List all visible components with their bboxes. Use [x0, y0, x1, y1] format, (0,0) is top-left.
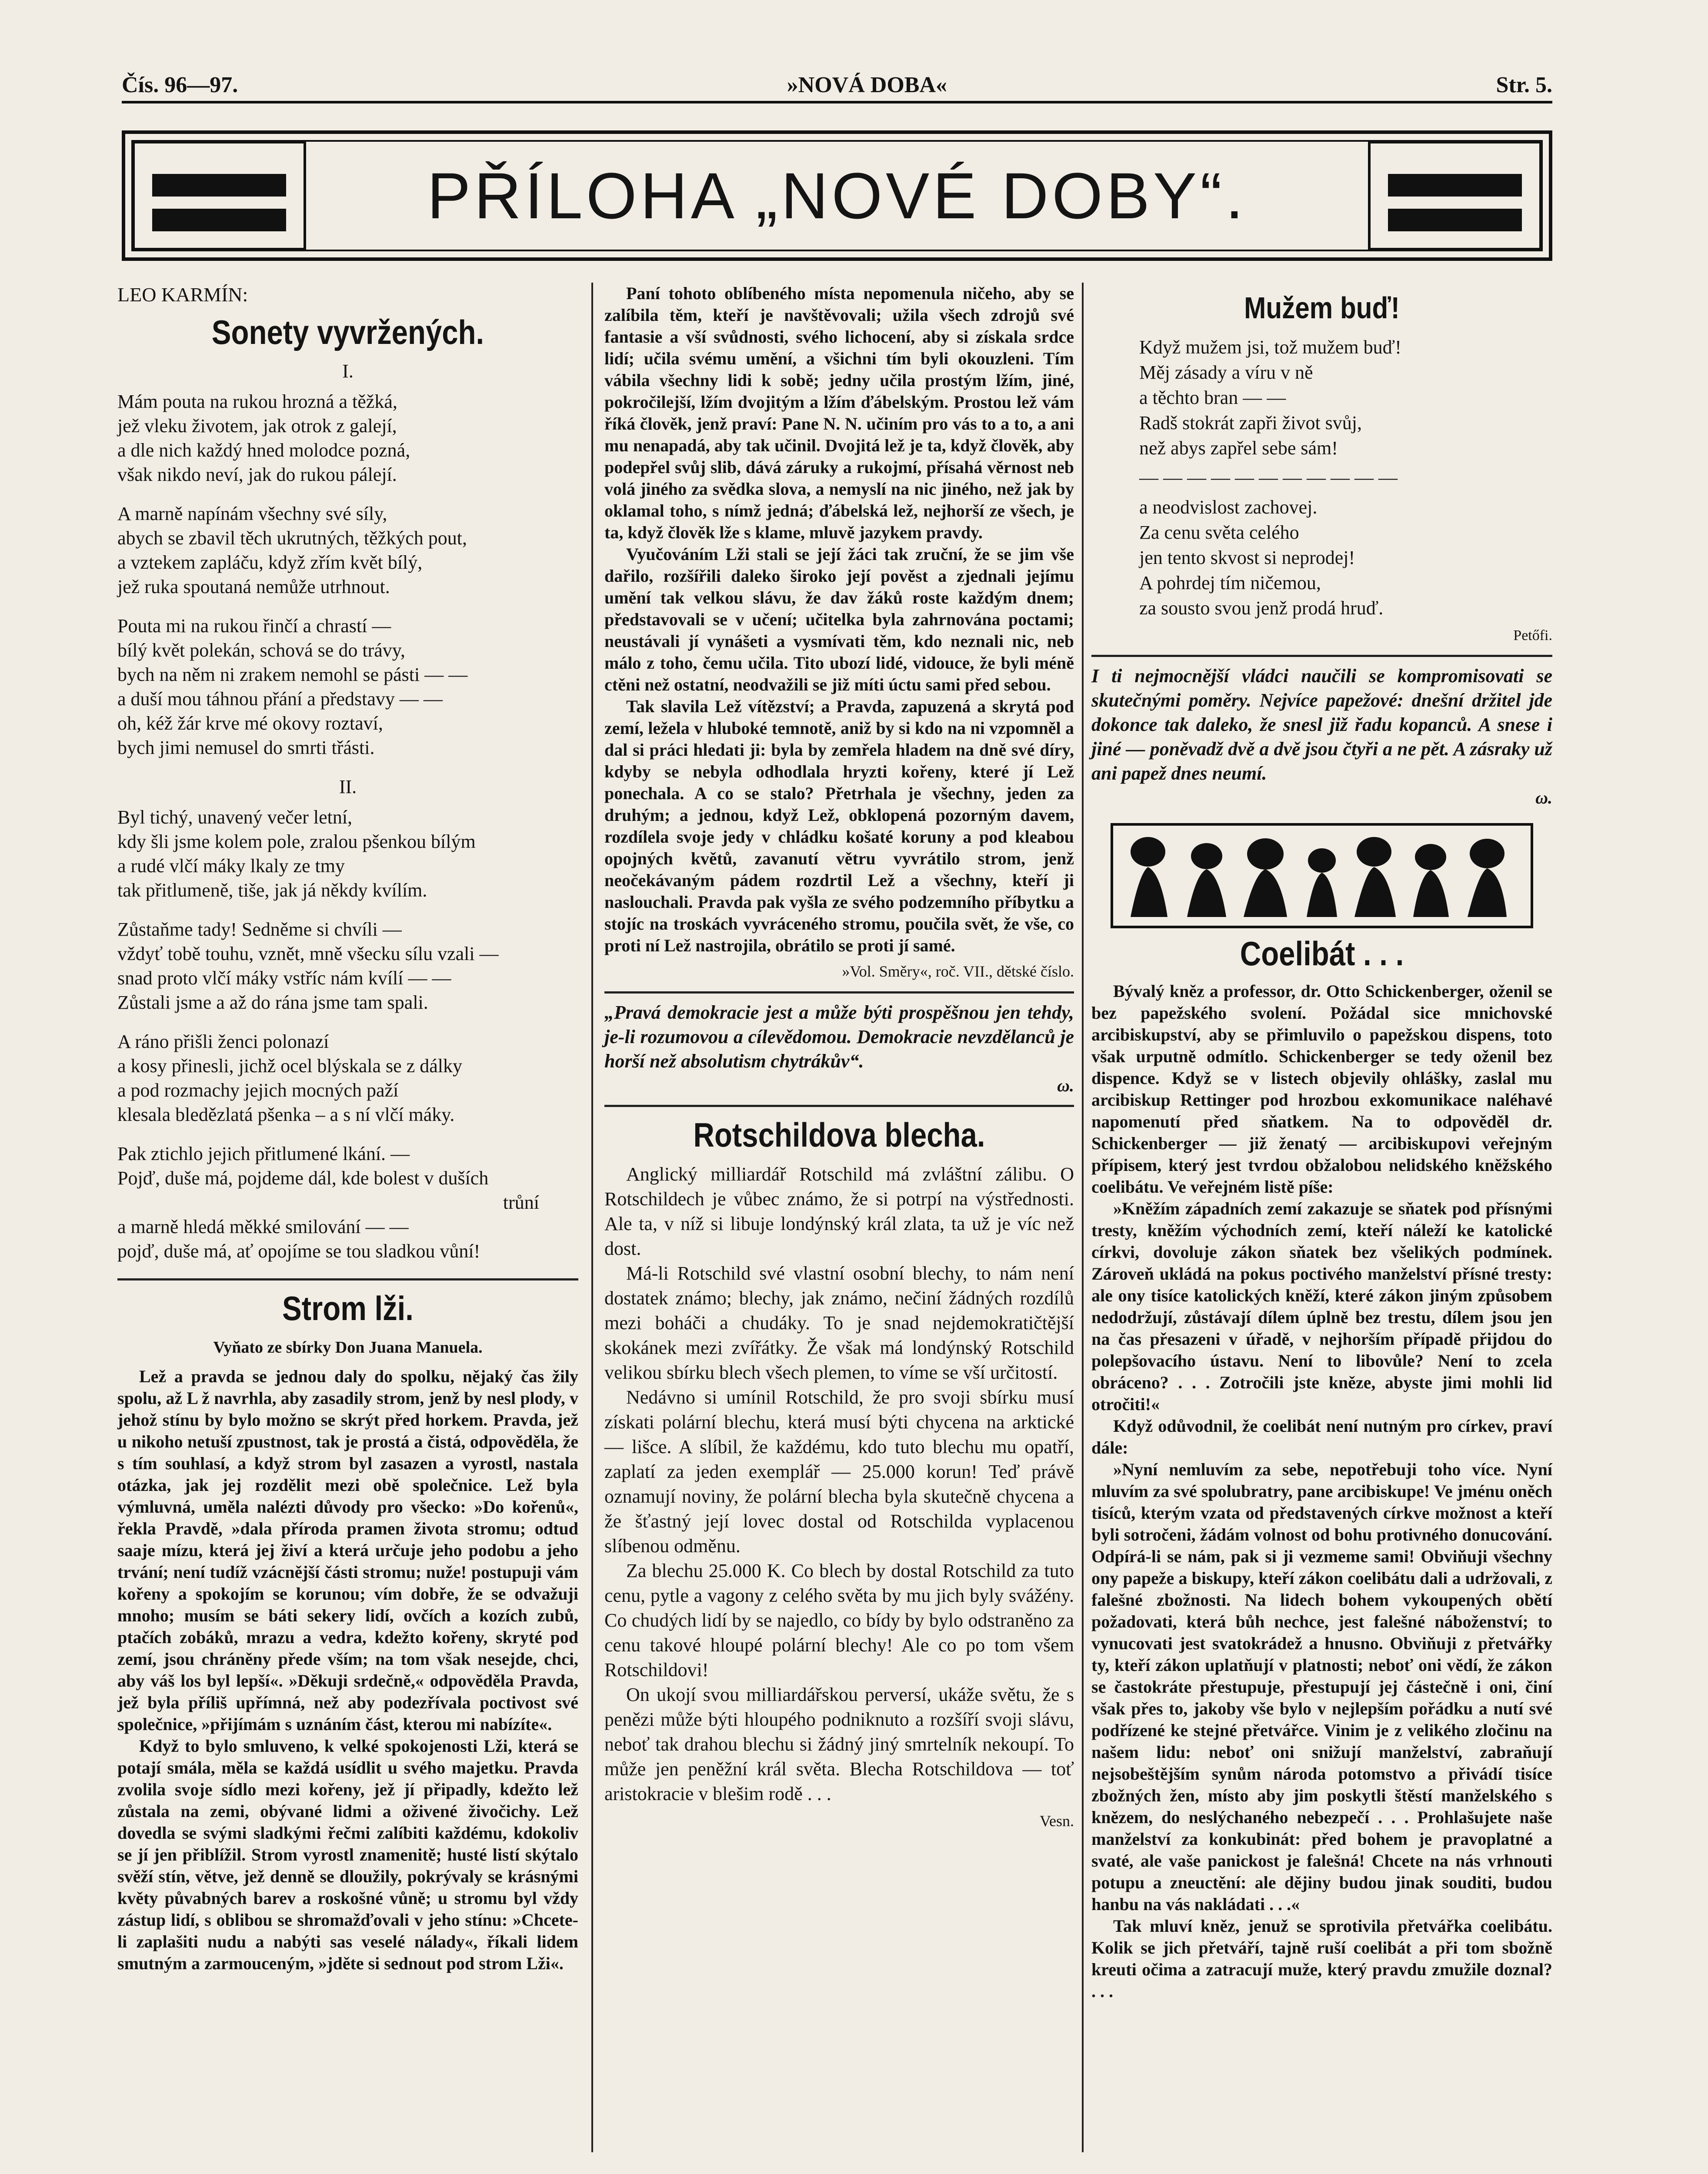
poem-stanza: [117, 614, 578, 760]
poem-line: a kosy přinesli, jichž ocel blýskala se z dálky: [117, 1055, 462, 1077]
section-separator: [604, 991, 1074, 994]
column-divider: [591, 283, 593, 2152]
article-title: Rotschildova blecha.: [693, 1116, 985, 1154]
column-1: [117, 283, 578, 1974]
poem-line: jež vleku životem, jak otrok z galejí,: [117, 415, 397, 437]
poem-line: snad proto vlčí máky vstříc nám kvílí — —: [117, 967, 451, 989]
poem-title: Sonety vyvržených.: [211, 313, 484, 351]
poem-line: bílý květ polekán, schová se do trávy,: [117, 640, 405, 661]
banner-ornament-right: [1368, 141, 1542, 250]
poem-line: a těchto bran — —: [1139, 387, 1286, 408]
poem-stanza: [117, 390, 578, 487]
poem-line: bych na něm ni zrakem nemohl se pásti — —: [117, 664, 468, 685]
poem-line: jež ruka spoutaná nemůže utrhnout.: [117, 576, 390, 597]
article-signature: Vesn.: [1040, 1812, 1074, 1830]
ornament-bar: [152, 174, 286, 197]
notice-signature: ω.: [1057, 1076, 1074, 1095]
poem-line: Zůstaňme tady! Sedněme si chvíli —: [117, 919, 402, 940]
poem-line: a rudé vlčí máky lkaly ze tmy: [117, 855, 345, 877]
poem-stanza: [117, 1030, 578, 1127]
poem-line: bych jimi nemusel do smrti třásti.: [117, 737, 375, 758]
poem-line: a duší mou táhnou přání a představy — —: [117, 688, 443, 710]
poem-final-stanza: [117, 1142, 578, 1264]
column-divider: [1082, 283, 1084, 2152]
header-rule: [122, 101, 1552, 103]
poem-line: a vztekem zapláču, když zřím květ bílý,: [117, 552, 423, 573]
silhouette-illustration: [1111, 823, 1533, 928]
article-title: Coelibát . . .: [1240, 934, 1404, 973]
poem-stanza: [117, 502, 578, 599]
paragraph: Má-li Rotschild své vlastní osobní blechy, to nám není dostatek známo; blechy, jak známo, nečiní žádných rozdílů mezi boháči a chudáky. To je snad nejdemokratičtější skokánek mezi zvířátky. Že však má londýnský Rotschild velikou sbírku blech všech plemen, to víme se vší určitostí.: [604, 1263, 1074, 1383]
poem-line: Když mužem jsi, tož mužem buď!: [1139, 337, 1401, 358]
section-separator: [604, 1105, 1074, 1107]
paragraph: Nedávno si umínil Rotschild, že pro svoji sbírku musí získati polární blechu, která musí býti chycena na arktické — lišce. A slíbil, že každému, kdo tuto blechu mu opatří, zaplatí za jeden exemplář — 25.000 korun! Teď právě oznamují noviny, že polární blecha byla skutečně chycena a že šťastný její lovec dostal od Rotschilda vyplacenou slíbenou odměnu.: [604, 1387, 1074, 1557]
poem-line: oh, kéž žár krve mé okovy roztaví,: [117, 713, 383, 734]
poem-line: a marně hledá měkké smilování — —: [117, 1216, 409, 1237]
poem-line: Byl tichý, unavený večer letní,: [117, 807, 353, 828]
ornament-bar: [1388, 209, 1522, 231]
paragraph: »Nyní nemluvím za sebe, nepotřebuji toho více. Nyní mluvím za své spolubratry, pane arcibiskupe! Ve jménu oněch tisíců, kterým vzata od představených církve možnost a kteří byli sotročeni, žádám volnost od bohu protivného donucování. Odpírá-li se nám, pak si ji vezmeme sami! Obviňuji všechny ony papeže a biskupy, kteří zákon coelibátu dali a udržovali, z falešné zbožnosti. Na lidech bohem vykoupených obětí požadovati, která bůh nechce, jest falešné náboženství; to vynucovati jest svatokrádež a hnusno. Obviňuji z přetvářky ty, kteří zákon uplatňují v platnosti; neboť oni vědí, že zákon se častokráte přestupuje, přestupují jej částečně i oni, činí však přes to, jakoby vše bylo v nejlepším pořádku a nutí své podřízené ke stejné přetvářce. Vinim je z velikého zločinu na našem lidu: neboť oni snižují manželství, zabraňují nejsobeštějším synům národa potomstvo a přivádí tisíce zbožných žen, místo aby jim poskytli štěstí manželského s knězem, do neslýchaného nebezpečí . . . Prohlašujete naše manželství za konkubinát: před bohem je pravoplatné a svaté, ale vaše panickost je falešná! Chcete na nás vrhnouti potupu a zneuctění: ale dějiny budou jinak souditi, budou hanbu na vás nakládati . . .«: [1091, 1460, 1552, 1914]
issue-number: Čís. 96—97.: [122, 73, 238, 97]
poem-line: Zůstali jsme a až do rána jsme tam spali.: [117, 992, 428, 1013]
poem-line: a neodvislost zachovej.: [1139, 497, 1318, 518]
paragraph: Když to bylo smluveno, k velké spokojenosti Lži, která se potají smála, měla se každá usídlit u svého majetku. Pravda zvolila svoje sídlo mezi kořeny, jež jí připadly, kdežto lež zůstala na zemi, obývané lidmi a oživené živočichy. Lež dovedla se svými sladkými řečmi zalíbiti každému, kdokoliv se jí jen přiblížil. Strom vyrostl znamenitě; husté listí skýtalo svěží stín, větve, jež denně se dloužily, pokrývaly se krásnými květy půvabných barev a roskošné vůně; u stromu byl vždy zástup lidí, s oblibou se shromažďovali v jeho stínu: »Chcete-li zaplašiti nudu a nabýti sas veselé nálady«, říkali lidem smutným a zarmouceným, »jděte si sednout pod strom Lži«.: [117, 1736, 578, 1973]
poem-line: — — — — — — — — — — —: [1139, 467, 1398, 488]
article-byline: Vyňato ze sbírky Don Juana Manuela.: [213, 1338, 483, 1357]
paragraph: Paní tohoto oblíbeného místa nepomenula ničeho, aby se zalíbila těm, kteří je navštěvovali; užila všech zdrojů své fantasie a vší svůdnosti, svého lichocení, aby si získala srdce lidí; učila svému umění, a všichni tím byli okouzleni. Tím vábila všechny lidi k sobě; jedny učila prostým lžím, jiné, pokročilejší, lžím dvojitým a lžím ďábelským. Prostou lež vám říká člověk, jenž praví: Pane N. N. učiním pro vás to a to, a ani mu nenapadá, aby tak učinil. Dvojitá lež je ta, když člověk, aby podepřel svůj slib, dává záruky a rukojmí, přísahá věrnost neb volá jiného za svědka slova, a nemyslí na nic jiného, než jak by oklamal toho, s nímž jedná; ďábelská lež, nejhorší ze všech, je ta, když člověk lže s klame, mluvě jazykem pravdy.: [604, 283, 1074, 542]
column-3: [1091, 283, 1552, 2002]
poem-line: pojď, duše má, ať opojíme se tou sladkou vůní!: [117, 1240, 480, 1262]
column-2: [604, 283, 1074, 1841]
poem-line: Radš stokrát zapři život svůj,: [1139, 412, 1362, 433]
poem-line: A pohrdej tím ničemou,: [1139, 572, 1321, 594]
poem-part-2: [117, 805, 578, 1127]
silhouette-figures-icon: [1113, 826, 1525, 920]
section-separator: [1091, 655, 1552, 657]
paragraph: Když odůvodnil, že coelibát není nutným pro církev, praví dále:: [1091, 1416, 1552, 1457]
poem-line: Pak ztichlo jejich přitlumené lkání. —: [117, 1143, 410, 1164]
poem-line: Měj zásady a víru v ně: [1139, 362, 1313, 383]
banner-ornament-left: [132, 141, 306, 250]
poem-part-number: II.: [339, 776, 357, 797]
poem-line: abych se zbavil těch ukrutných, těžkých pout,: [117, 527, 467, 549]
article-continuation: [604, 283, 1074, 957]
newspaper-name: »NOVÁ DOBA«: [787, 73, 947, 97]
paragraph: Bývalý kněz a professor, dr. Otto Schickenberger, oženil se bez papežského svolení. Požádal sice mnichovské arcibiskupství, aby se přimluvilo o papežskou dispens, toto však urputně odmítlo. Schickenberger se tedy oženil bez dispence. Když se v listech objevily ohlášky, zaslal mu arcibiskup Rettinger pod hrozbou exkomunikace naléhavé napomenutí před sňatkem. Na to odpověděl dr. Schickenberger — již ženatý — arcibiskupovi veřejným přípisem, který jest tvrdou obžalobou nelidského kněžského coelibátu. Ve veřejném listě píše:: [1091, 981, 1552, 1197]
page-header: [122, 67, 1552, 98]
poem-line: však nikdo neví, jak do rukou pálejí.: [117, 464, 397, 485]
paragraph: Vyučováním Lži stali se její žáci tak zruční, že se jim vše dařilo, rozšířili daleko široko její pověst a zjednali jejímu umění tak velkou slávu, že dav žáků roste každým dnem; představovali se v učení; učitelka byla zahrnována poctami; neustávali jí vynášeti a vysmívati těm, kdo neznali nic, neb málo z toho, čemu učila. Tito ubozí lidé, vidouce, že byli méně ctěni než ostatní, neodvažili se již míti úctu sami před sebou.: [604, 544, 1074, 694]
poem-line: a dle nich každý hned molodce pozná,: [117, 440, 410, 461]
poem-part-1: [117, 390, 578, 760]
poem-stanza: [117, 805, 578, 903]
poem-line: Za cenu světa celého: [1139, 522, 1299, 543]
poem-part-number: I.: [342, 360, 354, 382]
section-separator: [117, 1278, 578, 1280]
paragraph: Anglický milliardář Rotschild má zvláštní zálibu. O Rotschildech je vůbec známo, že si potrpí na výstřednosti. Ale ta, v níž si libuje londýnský král zlata, ta už je víc než dost.: [604, 1164, 1074, 1259]
paragraph: Za blechu 25.000 K. Co blech by dostal Rotschild za tuto cenu, pytle a vagony z celého světa by mu jich byly svážény. Co chudých lidí by se najedlo, co bídy by bylo odstraněno za cenu takové hloupé polární blechy! Ale co po tom všem Rotschildovi!: [604, 1560, 1074, 1681]
article-body: [117, 1366, 578, 1974]
article-body: [604, 1162, 1074, 1806]
poem-line: Mám pouta na rukou hrozná a těžká,: [117, 391, 397, 412]
supplement-banner: [122, 130, 1552, 261]
poem-line: klesala bledězlatá pšenka – a s ní vlčí máky.: [117, 1104, 455, 1125]
poem-line: trůní: [503, 1192, 539, 1213]
paragraph: Tak slavila Lež vítězství; a Pravda, zapuzená a skrytá pod zemí, ležela v hluboké temnotě, aniž by si kdo na ni vzpomněl a dal si práci hledati ji: byla by zemřela hladem na dně své díry, kdyby se nebyla odhodlala hryzti kořeny, které jí Lež ponechala. A co se stalo? Přetrhala je všechny, jeden za druhým; a jednou, když Lež, obklopená pozorným davem, rozdílela svoje jedy v chládku košaté koruny a pod kleabou opojných květů, zavanutí větru vyvrátilo strom, jenž neočekávaným pádem rozdrtil Lež a všechny, kteří ji naslouchali. Pravda pak vyšla ze svého podzemního příbytku a stojíc na troskách vyvráceného stromu, poučila svět, že vše, co proti ní Lež nastrojila, obrátilo se proti jí samé.: [604, 697, 1074, 955]
notice-signature: ω.: [1535, 788, 1552, 807]
page-number: Str. 5.: [1496, 73, 1552, 97]
paragraph: Lež a pravda se jednou daly do spolku, nějaký čas žily spolu, až L ž navrhla, aby zasadily strom, jenž by nesl plody, v jehož stínu by bylo možno se skrýt před horkem. Pravda, jež u nikoho netuší zpustnost, tak je prostá a čistá, odpověděla, že s tím souhlasí, a když strom byl zasazen a vyrostl, nastala otázka, jak jej rozdělit mezi obě společnice. Lež byla výmluvná, uměla nalézti důvody pro všecko: »Do kořenů«, řekla Pravdě, »dala příroda pramen života stromu; odtud saaje mízu, která jej živí a která určuje jeho podobu a jeho trvání; není tudíž vzácnější části stromu; nuže! postupuji vám kořeny a spokojím se korunou; vím dobře, že se odvažuji mnoho; musím se báti sekery lidí, ovčích a kozích zubů, ptačích zobáků, mrazu a vedra, kdežto kořeny, skryté pod zemí, jsou chráněny přede vším; na tom však nesejde, chci, aby váš los byl lepší«. »Děkuji srdečně,« odpověděla Pravda, jež byla příliš upřímná, než aby podezřívala poctivost své společnice, »přijímám s uznáním část, kterou mi nabízíte«.: [117, 1367, 578, 1734]
poem-line: Pojď, duše má, pojdeme dál, kde bolest v duších: [117, 1167, 489, 1189]
poem-line: a pod rozmachy jejich mocných paží: [117, 1080, 399, 1101]
poem-title: Mužem buď!: [1244, 291, 1400, 325]
poem-line: kdy šli jsme kolem pole, zralou pšenkou bílým: [117, 831, 476, 852]
poem-line: A ráno přišli ženci polonazí: [117, 1031, 329, 1052]
poem-line: jen tento skvost si neprodej!: [1139, 547, 1355, 568]
ornament-bar: [1388, 174, 1522, 197]
poem-line: za sousto svou jenž prodá hruď.: [1139, 597, 1384, 619]
ornament-bar: [152, 209, 286, 231]
paragraph: »Kněžím západních zemí zakazuje se sňatek pod přísnými tresty, kněžím východních zemí, kteří náleží ke katolické církvi, dovoluje zákon sňatek bez všelikých podmínek. Zároveň ukládá na pokus poctivého manželství přísné tresty: ale ony tisíce katolických kněží, které zákon jiným způsobem nedodržují, zůstávají dílem úplně bez trestu, dílem jsou jen na čas přesazeni v úřadě, v nejhorším případě přijdou do polepšovacího ústavu. Není to libovůle? Není to zcela obráceno? . . . Zotročili jste kněze, abyste jimi mohli lid otročiti!«: [1091, 1199, 1552, 1414]
poem-body: [1091, 335, 1552, 621]
poem-author: LEO KARMÍN:: [117, 283, 248, 306]
poem-line: A marně napínám všechny své síly,: [117, 503, 387, 524]
quote-notice: I ti nejmocnější vládci naučili se kompromisovati se skutečnými poměry. Nejvíce papežové: dnešní držitel jde dokonce tak daleko, že snesl již řadu kopanců. A snese i jiné — poněvadž dvě a dvě jsou čtyři a ne pět. A zásraky už ani papež dnes neumí.: [1091, 665, 1552, 784]
poem-line: než abys zapřel sebe sám!: [1139, 437, 1338, 459]
poem-line: vždyť tobě touhu, vznět, mně všecku sílu vzali —: [117, 943, 499, 964]
poem-line: Pouta mi na rukou řinčí a chrastí —: [117, 615, 391, 637]
paragraph: On ukojí svou milliardářskou perversí, ukáže světu, že s penězi může býti hloupého podniknuto a rozšíří svoji slávu, neboť tak drahou blechu si žádný jiný smrtelník nekoupí. To může jen peněžní král světa. Blecha Rotschildova — toť aristokracie v blešim rodě . . .: [604, 1684, 1074, 1804]
banner-title: PŘÍLOHA „NOVÉ DOBY“.: [427, 159, 1247, 232]
article-title: Strom lži.: [282, 1289, 414, 1327]
poem-stanza: [117, 917, 578, 1015]
quote-notice: „Pravá demokracie jest a může býti prospěšnou jen tehdy, je-li rozumovou a cílevědomou. Demokracie nevzdělanců je horší než absolutism chytrákův“.: [604, 1002, 1074, 1072]
article-body: [1091, 980, 1552, 2002]
paragraph: Tak mluví kněz, jenuž se sprotivila přetvářka coelibátu. Kolik se jich přetváří, tajně ruší coelibát a při tom sbožně kreuti očima a zatracují muže, který pravdu zmužile doznal? . . .: [1091, 1916, 1552, 2001]
poem-author: Petőfi.: [1513, 627, 1552, 644]
poem-line: tak přitlumeně, tiše, jak já někdy kvílím.: [117, 880, 427, 901]
article-source: »Vol. Směry«, roč. VII., dětské číslo.: [842, 963, 1074, 980]
